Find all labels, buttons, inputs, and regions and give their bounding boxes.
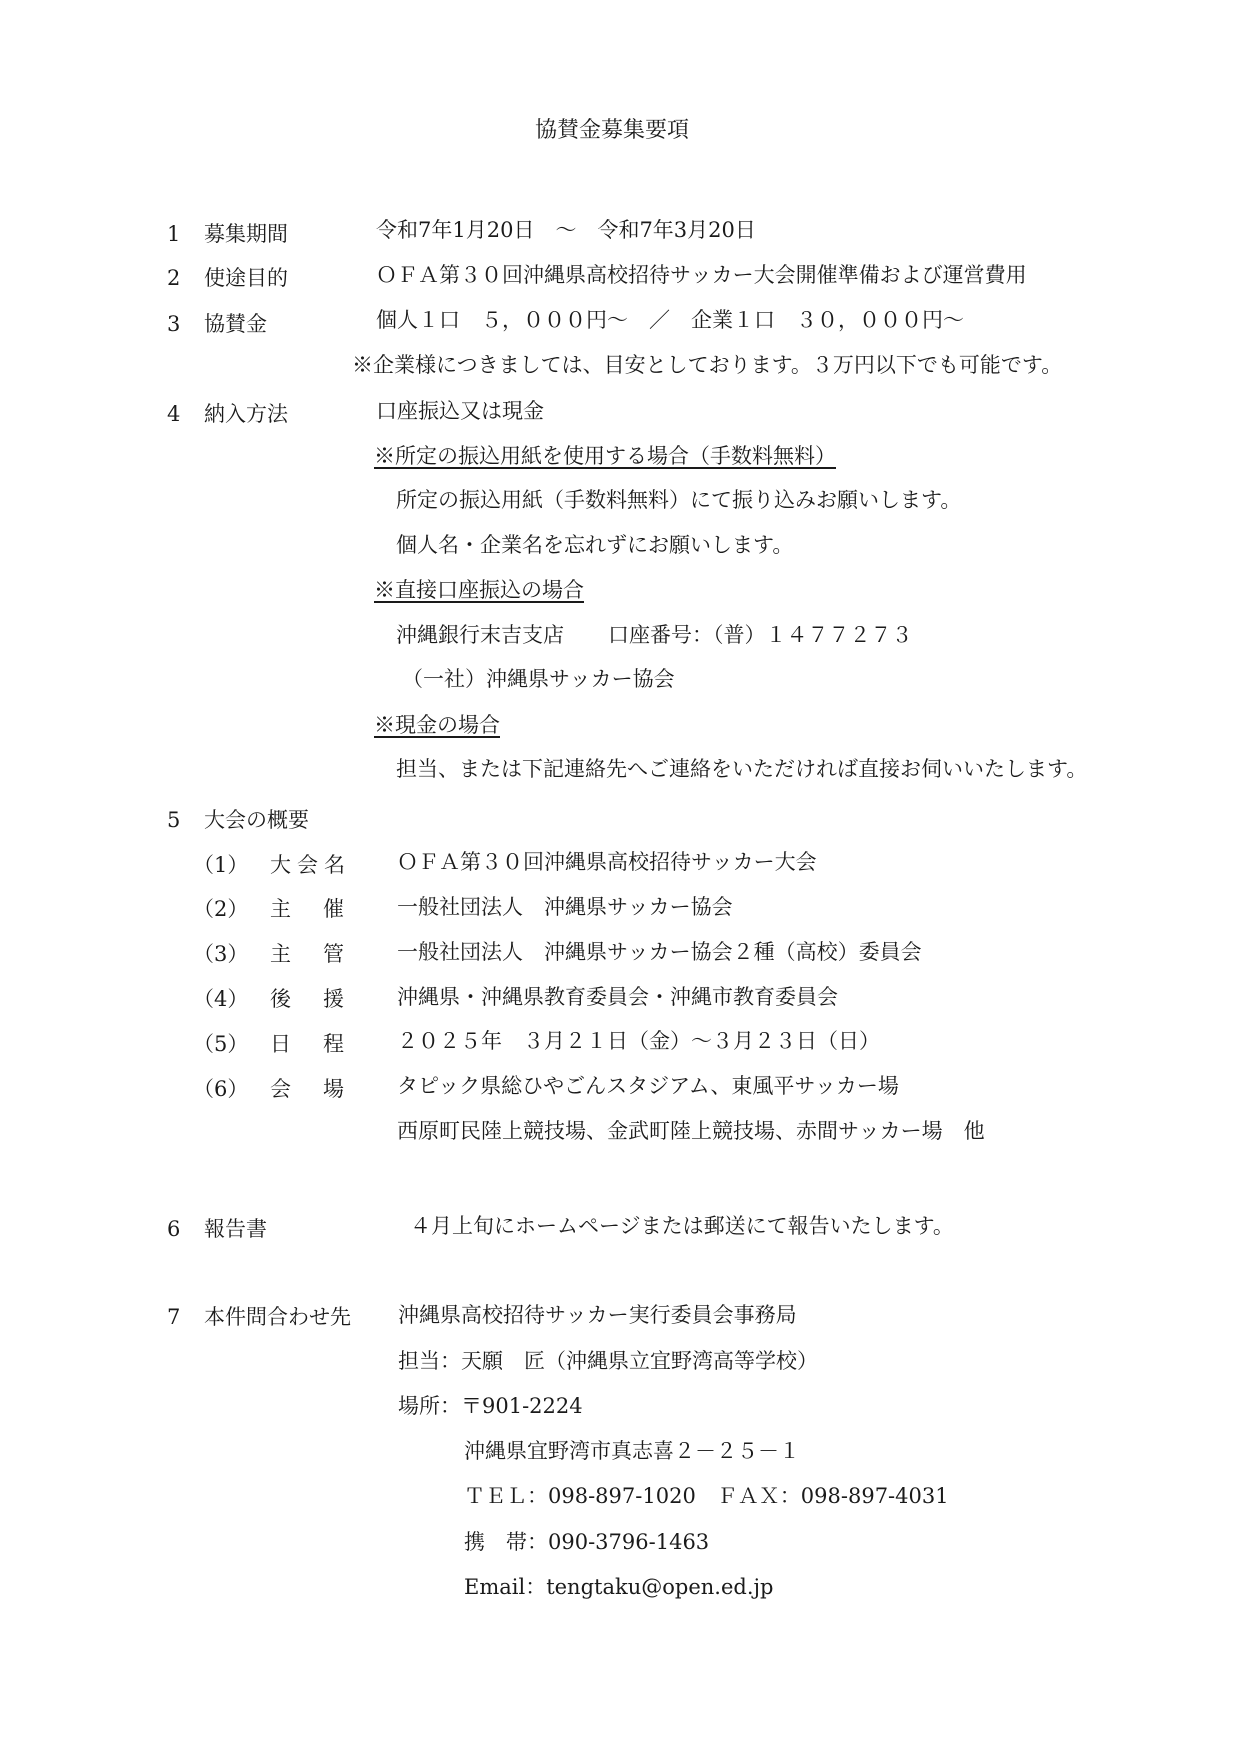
overview-6-value-2: 西原町民陸上競技場、金武町陸上競技場、赤間サッカー場 他 <box>397 1119 985 1143</box>
section-1-number: 1 <box>167 222 181 246</box>
section-6-number: 6 <box>167 1217 181 1241</box>
overview-5-value: ２０２５年 ３月２１日（金）～３月２３日（日） <box>397 1029 880 1053</box>
overview-3-label: 主管 <box>270 942 376 966</box>
contact-place: 場所：〒901-2224 <box>398 1394 583 1418</box>
payment-direct-heading: ※直接口座振込の場合 <box>374 578 584 602</box>
payment-cash-heading: ※現金の場合 <box>374 713 500 737</box>
section-7-number: 7 <box>167 1305 181 1329</box>
section-4-value: 口座振込又は現金 <box>376 399 544 423</box>
section-5-number: 5 <box>167 808 181 832</box>
page-title: 協賛金募集要項 <box>535 118 690 143</box>
overview-2-value: 一般社団法人 沖縄県サッカー協会 <box>397 895 733 919</box>
contact-organization: 沖縄県高校招待サッカー実行委員会事務局 <box>398 1303 797 1327</box>
bank-branch: 沖縄銀行末吉支店 <box>396 623 564 647</box>
payment-form-heading: ※所定の振込用紙を使用する場合（手数料無料） <box>374 444 836 468</box>
section-1-value: 令和7年1月20日 ～ 令和7年3月20日 <box>376 218 756 242</box>
overview-3-number: （3） <box>193 942 249 966</box>
payment-cash-line: 担当、または下記連絡先へご連絡をいただければ直接お伺いいたします。 <box>396 757 1088 781</box>
contact-address: 沖縄県宜野湾市真志喜２－２５－１ <box>464 1439 800 1463</box>
payment-form-line-2: 個人名・企業名を忘れずにお願いします。 <box>396 533 794 557</box>
section-4-number: 4 <box>167 402 181 426</box>
overview-3-value: 一般社団法人 沖縄県サッカー協会２種（高校）委員会 <box>397 940 922 964</box>
overview-2-number: （2） <box>193 897 249 921</box>
overview-4-label: 後援 <box>270 987 376 1011</box>
section-2-label: 使途目的 <box>204 266 288 290</box>
overview-1-value: ＯＦＡ第３０回沖縄県高校招待サッカー大会 <box>397 850 817 874</box>
contact-email: Email：tengtaku@open.ed.jp <box>464 1575 774 1599</box>
payment-form-line-1: 所定の振込用紙（手数料無料）にて振り込みお願いします。 <box>396 488 962 512</box>
section-7-label: 本件問合わせ先 <box>204 1305 351 1329</box>
overview-1-number: （1） <box>193 853 249 877</box>
section-3-note: ※企業様につきましては、目安としております。３万円以下でも可能です。 <box>352 353 1063 377</box>
overview-6-value: タピック県総ひやごんスタジアム、東風平サッカー場 <box>397 1074 899 1098</box>
overview-1-label: 大会名 <box>270 853 351 877</box>
contact-mobile: 携 帯：090-3796-1463 <box>464 1530 710 1554</box>
section-6-value: ４月上旬にホームページまたは郵送にて報告いたします。 <box>410 1214 954 1238</box>
overview-5-number: （5） <box>193 1032 249 1056</box>
contact-person: 担当：天願 匠（沖縄県立宜野湾高等学校） <box>398 1349 818 1373</box>
overview-4-value: 沖縄県・沖縄県教育委員会・沖縄市教育委員会 <box>397 985 838 1009</box>
overview-6-number: （6） <box>193 1077 249 1101</box>
section-3-label: 協賛金 <box>204 312 267 336</box>
overview-2-label: 主催 <box>270 897 376 921</box>
account-number: 口座番号：（普）１４７７２７３ <box>608 623 913 647</box>
section-4-label: 納入方法 <box>204 402 288 426</box>
section-2-value: ＯＦＡ第３０回沖縄県高校招待サッカー大会開催準備および運営費用 <box>376 263 1027 287</box>
overview-5-label: 日程 <box>270 1032 376 1056</box>
section-2-number: 2 <box>167 266 181 290</box>
section-3-number: 3 <box>167 312 181 336</box>
section-1-label: 募集期間 <box>204 222 288 246</box>
section-6-label: 報告書 <box>204 1217 267 1241</box>
section-5-label: 大会の概要 <box>204 808 309 832</box>
overview-4-number: （4） <box>193 987 249 1011</box>
account-holder: （一社）沖縄県サッカー協会 <box>402 667 675 691</box>
section-3-value: 個人１口 ５，０００円～ ／ 企業１口 ３０，０００円～ <box>376 308 964 332</box>
contact-tel-fax: ＴＥＬ：098-897-1020 ＦＡＸ：098-897-4031 <box>464 1484 949 1508</box>
overview-6-label: 会場 <box>270 1077 376 1101</box>
